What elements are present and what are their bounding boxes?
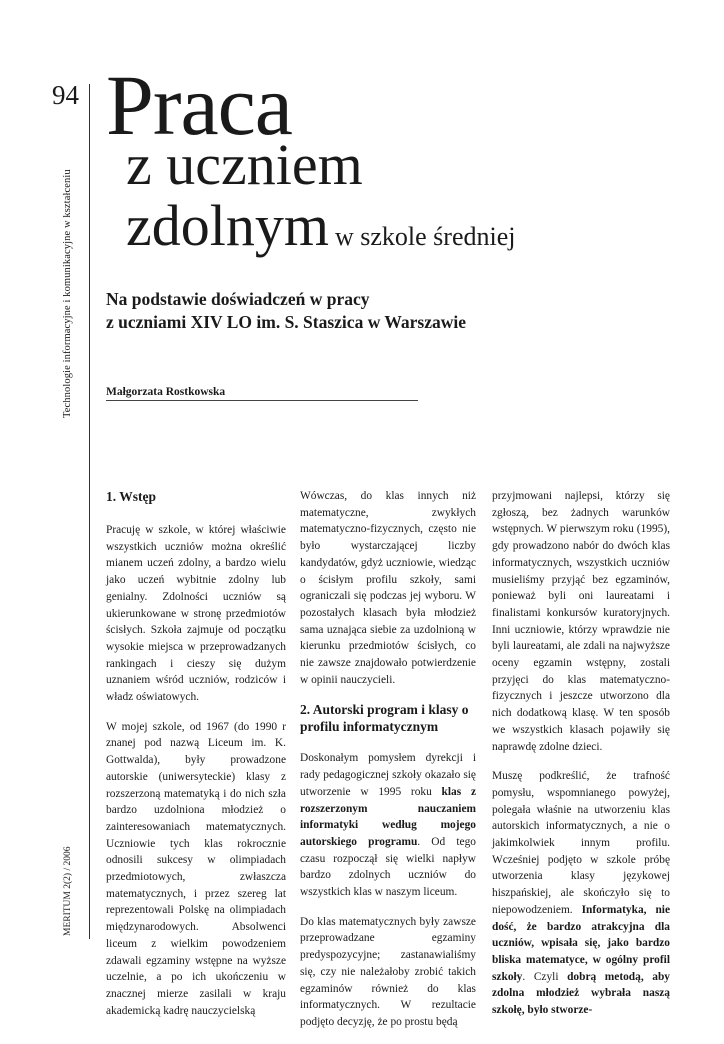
text-span: . Od tego czasu rozpoczął się wielki napływ bardzo zdolnych uczniów do wszystkich klas w naszym liceum. — [300, 835, 477, 899]
subtitle-line-2: z uczniami XIV LO im. S. Staszica w Warszawie — [106, 312, 467, 332]
text-column-2 — [300, 488, 476, 1044]
vertical-rule — [89, 84, 90, 939]
paragraph: przyjmowani najlepsi, którzy się zgłoszą, bez żadnych warunków wstępnych. W pierwszym roku (1995), gdy prowadzono nabór do dwóch klas informatycznych, wszystkich uczniów musieliśmy przyjąć bez egzaminów, ponieważ byli oni laureatami i finalistami konkursów kuratoryjnych. Inni uczniowie, którzy wprawdzie nie byli laureatami, ale zdali na najwyższe oceny egzamin wstępny, zostali przyjęci do klas matematyczno-fizycznych i jeszcze utworzono dla nich dodatkową klasę. W ten sposób we wszystkich klasach pojawiły się naprawdę zdolne dzieci. — [492, 490, 670, 753]
paragraph — [300, 750, 476, 900]
page-number: 94 — [52, 80, 79, 110]
bold-text: dobrą metodą, aby zdolna młodzież wybrała naszą szkołę, było stworze- — [492, 970, 670, 1017]
title-main: zdolnym — [126, 193, 329, 258]
paragraph: W mojej szkole, od 1967 (do 1990 r znanej pod nazwą Liceum im. K. Gottwalda), były prowadzone autorskie (uniwersyteckie) klasy z rozszerzoną matematyką i do nich szła bardzo uzdolniona młodzież o zainteresowaniach matematycznych. Uczniowie tych klas rokrocznie odnosili sukcesy w olimpiadach przedmiotowych, zwłaszcza matematycznych, i przez szereg lat reprezentowali Polskę na olimpiadach międzynarodowych. Absolwenci liceum z wielkim powodzeniem zdawali egzaminy wstępne na wyższe uczelnie, a po ich ukończeniu w znacznej mierze zasilali w kraju akademicką kadrę nauczycielską — [106, 720, 286, 1017]
journal-section-label: Technologie informacyjne i komunikacyjne w kształceniu — [62, 169, 73, 418]
paragraph: Pracuję w szkole, w której właściwie wszystkich uczniów można określić mianem uczeń zdolny, a bardzo wielu jako uczeń wybitnie zdolny lub genialny. Zdolności uczniów są ukierunkowane w stronę przedmiotów ścisłych. Szkoła zajmuje od początku wysokie miejsca w przeprowadzanych rankingach i cieszy się dużym uznaniem wśród uczniów, rodziców i władz oświatowych. — [106, 524, 286, 704]
text-column-3 — [492, 488, 670, 1032]
title-suffix: w szkole średniej — [334, 222, 516, 251]
title-line-1: Praca — [106, 57, 292, 153]
text-span: Doskonałym pomysłem dyrekcji i rady pedagogicznej szkoły okazało się utworzenie w 1995 roku — [300, 752, 476, 798]
bold-text: klas z rozszerzonym nauczaniem informatyki według mojego autorskiego programu — [300, 785, 476, 848]
title-line-2: z uczniem — [126, 132, 363, 197]
article-subtitle — [106, 288, 566, 334]
paragraph: Wówczas, do klas innych niż matematyczne, zwykłych matematyczno-fizycznych, często nie było wystarczającej liczby kandydatów, gdyż uczniowie, wiedząc o ścisłym profilu szkoły, sami ograniczali się podczas jej wyboru. W pozostałych klasach była młodzież sama uznająca siebie za uzdolnioną w kierunku przedmiotów ścisłych, co nie zawsze znajdowało potwierdzenie w opinii nauczycieli. — [300, 490, 476, 686]
author-divider — [106, 400, 418, 401]
text-span: Muszę podkreślić, że trafność pomysłu, wspomnianego powyżej, polegała właśnie na utworzeniu klas autorskich informatycznych, a nie o jakimkolwiek innym profilu. Wcześniej podjęto w szkole próbę utworzenia klasy językowej hiszpańskiej, ale skończyło się to niepowodzeniem. — [492, 770, 670, 916]
subtitle-line-1: Na podstawie doświadczeń w pracy — [106, 289, 370, 309]
text-column-1 — [106, 488, 286, 1032]
author-name: Małgorzata Rostkowska — [106, 386, 226, 398]
paragraph: Do klas matematycznych były zawsze przeprowadzane egzaminy predyspozycyjne; zastanawialiśmy się, czy nie należałoby zrobić takich egzaminów również do klas informatycznych. W rezultacie podjęto decyzję, że po prostu będą — [300, 915, 476, 1028]
bold-text: Informatyka, nie dość, że bardzo atrakcyjna dla uczniów, wpisała się, jako bardzo bliska matematyce, w ogólny profil szkoły — [492, 903, 670, 983]
paragraph — [492, 768, 670, 1019]
title-line-3 — [126, 193, 516, 258]
section-heading-intro: 1. Wstęp — [106, 489, 157, 504]
issue-label: MERITUM 2(2) / 2006 — [63, 846, 73, 936]
text-span: . Czyli — [522, 970, 568, 983]
section-heading-program: 2. Autorski program i klasy o profilu informatycznym — [300, 702, 469, 735]
